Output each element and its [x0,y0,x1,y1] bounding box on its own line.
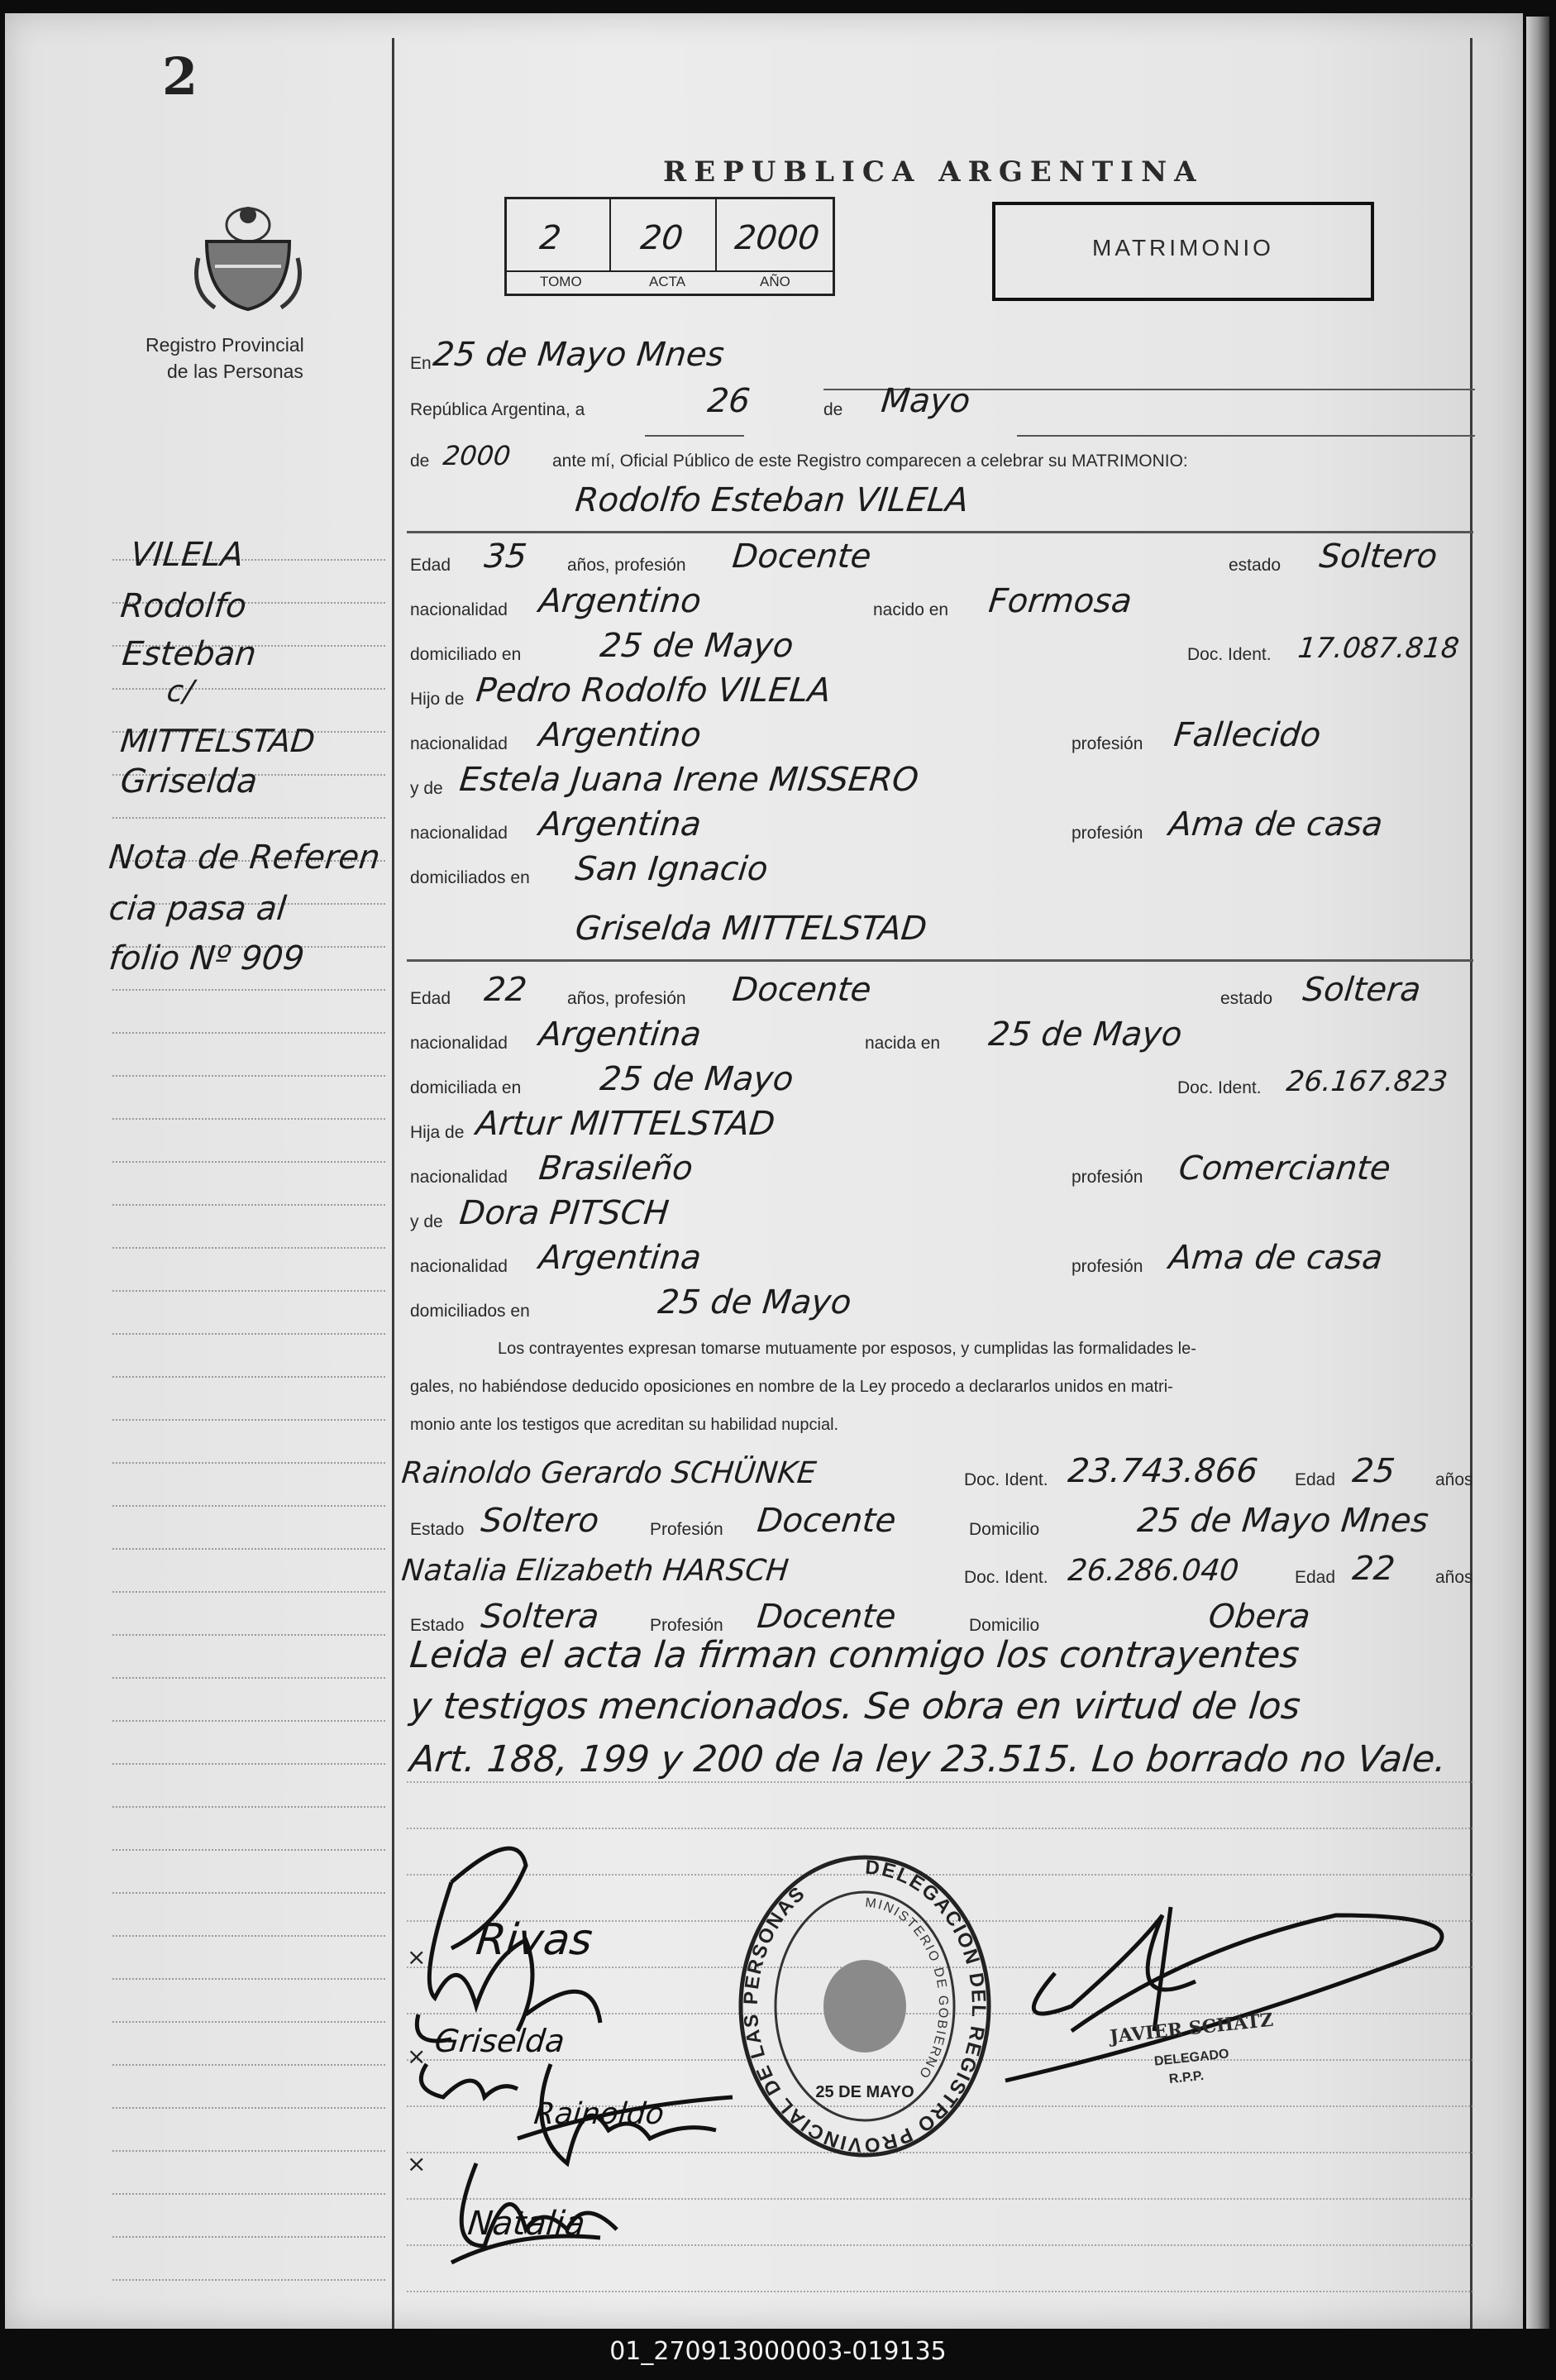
bride-born-label: nacida en [865,1034,941,1053]
margin-ruled-line [112,1376,385,1379]
bride-birthplace: 25 de Mayo [986,1016,1184,1054]
groom-dom-label: domiciliado en [410,645,522,664]
republic-label: República Argentina, a [410,400,585,419]
witness-2-anos: años [1435,1568,1473,1587]
witness-1-age: 25 [1350,1452,1397,1490]
groom-mother-nat: Argentina [537,805,704,844]
officer-name: JAVIER SCHATZ [1109,2009,1275,2048]
witness-1-doc: 23.743.866 [1066,1452,1260,1490]
signature-1: Rivas [473,1915,595,1965]
margin-ruled-line [112,688,385,691]
margin-ruled-line [112,989,385,992]
margin-name-3: Esteban [120,635,259,673]
svg-text:×: × [407,2150,427,2177]
act-type-label: MATRIMONIO [1092,235,1274,260]
witness-1-prof-label: Profesión [650,1520,723,1539]
bride-age-label: Edad [410,989,451,1008]
bride-nationality: Argentina [537,1016,704,1054]
bride-mother-nat: Argentina [537,1239,704,1277]
margin-ruled-line [112,1591,385,1594]
margin-ruled-line [112,1763,385,1766]
margin-ruled-line [112,1247,385,1250]
groom-estado-label: estado [1229,556,1282,575]
day-value: 26 [705,382,752,420]
place-value: 25 de Mayo Mnes [431,336,726,374]
bride-doc: 26.167.823 [1284,1065,1449,1098]
groom-mother-nat-label: nacionalidad [410,824,508,843]
groom-born-label: nacido en [873,600,949,619]
witness-2-prof-label: Profesión [650,1616,723,1635]
groom-father-prof: Fallecido [1172,716,1323,754]
year-value: 2000 [442,440,513,471]
witness-1-anos: años [1435,1470,1473,1489]
closing-line-3: Art. 188, 199 y 200 de la ley 23.515. Lo borrado no Vale. [408,1738,1449,1780]
witness-2-dom-label: Domicilio [969,1616,1040,1635]
page-number: 2 [162,46,198,107]
margin-name-5: MITTELSTAD [118,723,317,759]
ano-value: 2000 [733,219,822,257]
groom-father-nat-label: nacionalidad [410,734,508,753]
place-prefix: En [410,354,432,373]
bride-father-prof: Comerciante [1177,1149,1393,1188]
margin-ruled-line [112,1204,385,1207]
bride-parents-dom-label: domiciliados en [410,1302,530,1321]
bride-mother-prof: Ama de casa [1167,1239,1385,1277]
groom-estado: Soltero [1317,538,1439,576]
stamp-inner-text: MINISTERIO DE GOBIERNO [864,1895,951,2082]
bride-mother: Dora PITSCH [457,1194,671,1232]
groom-father: Pedro Rodolfo VILELA [474,671,833,710]
bride-doc-label: Doc. Ident. [1177,1078,1262,1097]
margin-ruled-line [112,1548,385,1551]
officer-signature-icon [972,1882,1452,2130]
year-prefix: de [410,452,430,471]
registry-numbers-box [504,197,835,296]
signature-3: Rainoldo [532,2097,666,2131]
groom-parents-dom-label: domiciliados en [410,868,530,887]
margin-ruled-line [112,1290,385,1293]
groom-doc-label: Doc. Ident. [1187,645,1272,664]
margin-ruled-line [112,2150,385,2153]
svg-text:×: × [407,1943,427,1971]
margin-name-2: Rodolfo [118,587,249,625]
groom-profession: Docente [730,538,873,576]
groom-father-prof-label: profesión [1072,734,1143,753]
witness-2-doc: 26.286.040 [1066,1554,1241,1588]
formula-text: ante mí, Oficial Público de este Registro comparecen a celebrar su MATRIMONIO: [552,452,1188,471]
bride-mother-prof-label: profesión [1072,1257,1143,1276]
body-ruled-line [407,1781,1473,1784]
bride-domicile: 25 de Mayo [598,1060,795,1098]
margin-ruled-line [112,1462,385,1465]
groom-nat-label: nacionalidad [410,600,508,619]
groom-domicile: 25 de Mayo [598,627,795,665]
witness-1-doc-label: Doc. Ident. [964,1470,1048,1489]
signature-2: Griselda [432,2023,567,2059]
witness-1-name: Rainoldo Gerardo SCHÜNKE [399,1456,819,1490]
margin-ruled-line [112,1720,385,1723]
margin-ruled-line [112,1849,385,1852]
official-stamp-icon [733,1849,997,2180]
month-value: Mayo [879,382,972,420]
bride-mother-nat-label: nacionalidad [410,1257,508,1276]
tomo-label: TOMO [540,274,582,289]
tomo-value: 2 [537,219,563,257]
margin-name-6: Griselda [118,762,260,801]
margin-divider [392,38,394,2329]
de-label: de [823,400,843,419]
groom-parents-dom: San Ignacio [573,850,771,888]
margin-ruled-line [112,1075,385,1078]
witness-1-dom-label: Domicilio [969,1520,1040,1539]
witness-2-domicile: Obera [1206,1598,1312,1636]
file-id: 01_270913000003-019135 [609,2337,947,2366]
bride-father: Artur MITTELSTAD [474,1105,777,1143]
witness-2-profession: Docente [755,1598,898,1636]
margin-ruled-line [112,1032,385,1035]
bride-father-nat: Brasileño [537,1149,695,1188]
margin-ruled-line [112,2021,385,2024]
bride-age: 22 [482,971,529,1009]
margin-ruled-line [112,1677,385,1680]
groom-age: 35 [482,538,529,576]
groom-birthplace: Formosa [986,582,1134,620]
closing-line-2: y testigos mencionados. Se obra en virtud de los [408,1685,1303,1728]
page-edge [1526,17,1549,2329]
signature-4: Natalia [465,2205,587,2243]
margin-ruled-line [112,1419,385,1422]
groom-anos-prof-label: años, profesión [567,556,686,575]
margin-note-1: Nota de Referen [107,839,382,877]
margin-ruled-line [112,817,385,820]
registry-office-line1: Registro Provincial [146,334,304,356]
witness-2-name: Natalia Elizabeth HARSCH [399,1554,790,1588]
bride-nat-label: nacionalidad [410,1034,508,1053]
country-heading: REPUBLICA ARGENTINA [663,155,1204,189]
witness-2-doc-label: Doc. Ident. [964,1568,1048,1587]
margin-ruled-line [112,1806,385,1809]
groom-father-label: Hijo de [410,690,465,709]
groom-age-label: Edad [410,556,451,575]
svg-text:×: × [407,2043,427,2070]
groom-nationality: Argentino [537,582,704,620]
stamp-city: 25 DE MAYO [815,2083,914,2101]
witness-1-profession: Docente [755,1502,898,1540]
witness-2-age-label: Edad [1295,1568,1336,1587]
coat-of-arms-icon [190,184,306,316]
acta-value: 20 [638,219,685,257]
officer-abbr: R.P.P. [1168,2068,1205,2087]
declaration-line-2: gales, no habiéndose deducido oposiciones en nombre de la Ley procedo a declararlos unidos en matri- [410,1378,1173,1396]
margin-ruled-line [112,2193,385,2196]
margin-ruled-line [112,2107,385,2110]
witness-1-estado: Soltero [479,1502,601,1540]
margin-ruled-line [112,1118,385,1121]
acta-label: ACTA [649,274,686,289]
registry-office-line2: de las Personas [167,361,303,382]
body-ruled-line [407,2291,1473,2293]
groom-mother-prof-label: profesión [1072,824,1143,843]
groom-mother-label: y de [410,779,443,798]
groom-name: Rodolfo Esteban VILELA [573,481,971,519]
witness-1-age-label: Edad [1295,1470,1336,1489]
margin-ruled-line [112,1935,385,1938]
act-type-box [992,202,1374,301]
bride-name: Griselda MITTELSTAD [573,910,929,948]
bride-parents-dom: 25 de Mayo [656,1283,853,1321]
declaration-line-1: Los contrayentes expresan tomarse mutuamente por esposos, y cumplidas las formalidades le- [498,1340,1196,1358]
register-page [5,13,1523,2329]
groom-doc: 17.087.818 [1296,632,1461,665]
margin-ruled-line [112,1505,385,1508]
margin-name-1: VILELA [128,536,246,574]
bride-dom-label: domiciliada en [410,1078,522,1097]
margin-note-3: folio Nº 909 [107,939,307,977]
groom-mother-prof: Ama de casa [1167,805,1385,844]
declaration-line-3: monio ante los testigos que acreditan su habilidad nupcial. [410,1416,839,1434]
bride-estado-label: estado [1220,989,1273,1008]
stamp-outer-text: DELEGACION DEL REGISTRO PROVINCIAL DE LAS PERSONAS [739,1856,990,2157]
witness-2-estado: Soltera [479,1598,601,1636]
margin-ruled-line [112,1892,385,1895]
bride-father-label: Hija de [410,1123,465,1142]
witness-2-age: 22 [1350,1550,1397,1588]
groom-mother: Estela Juana Irene MISSERO [457,761,921,799]
margin-ruled-line [112,1634,385,1637]
margin-ruled-line [112,2279,385,2282]
margin-ruled-line [112,1978,385,1981]
bride-anos-prof-label: años, profesión [567,989,686,1008]
margin-note-2: cia pasa al [107,890,289,928]
bride-father-prof-label: profesión [1072,1168,1143,1187]
groom-father-nat: Argentino [537,716,704,754]
bride-estado: Soltera [1301,971,1423,1009]
witness-1-estado-label: Estado [410,1520,465,1539]
margin-ruled-line [112,1161,385,1164]
closing-line-1: Leida el acta la firman conmigo los contrayentes [408,1634,1301,1676]
margin-ruled-line [112,1333,385,1336]
bride-profession: Docente [730,971,873,1009]
margin-ruled-line [112,2236,385,2239]
ano-label: AÑO [760,274,790,289]
margin-name-4: c/ [165,675,196,709]
margin-ruled-line [112,2064,385,2067]
witness-2-estado-label: Estado [410,1616,465,1635]
witness-1-domicile: 25 de Mayo Mnes [1135,1502,1430,1540]
bride-mother-label: y de [410,1212,443,1231]
bride-father-nat-label: nacionalidad [410,1168,508,1187]
officer-title: DELEGADO [1153,2047,1230,2069]
